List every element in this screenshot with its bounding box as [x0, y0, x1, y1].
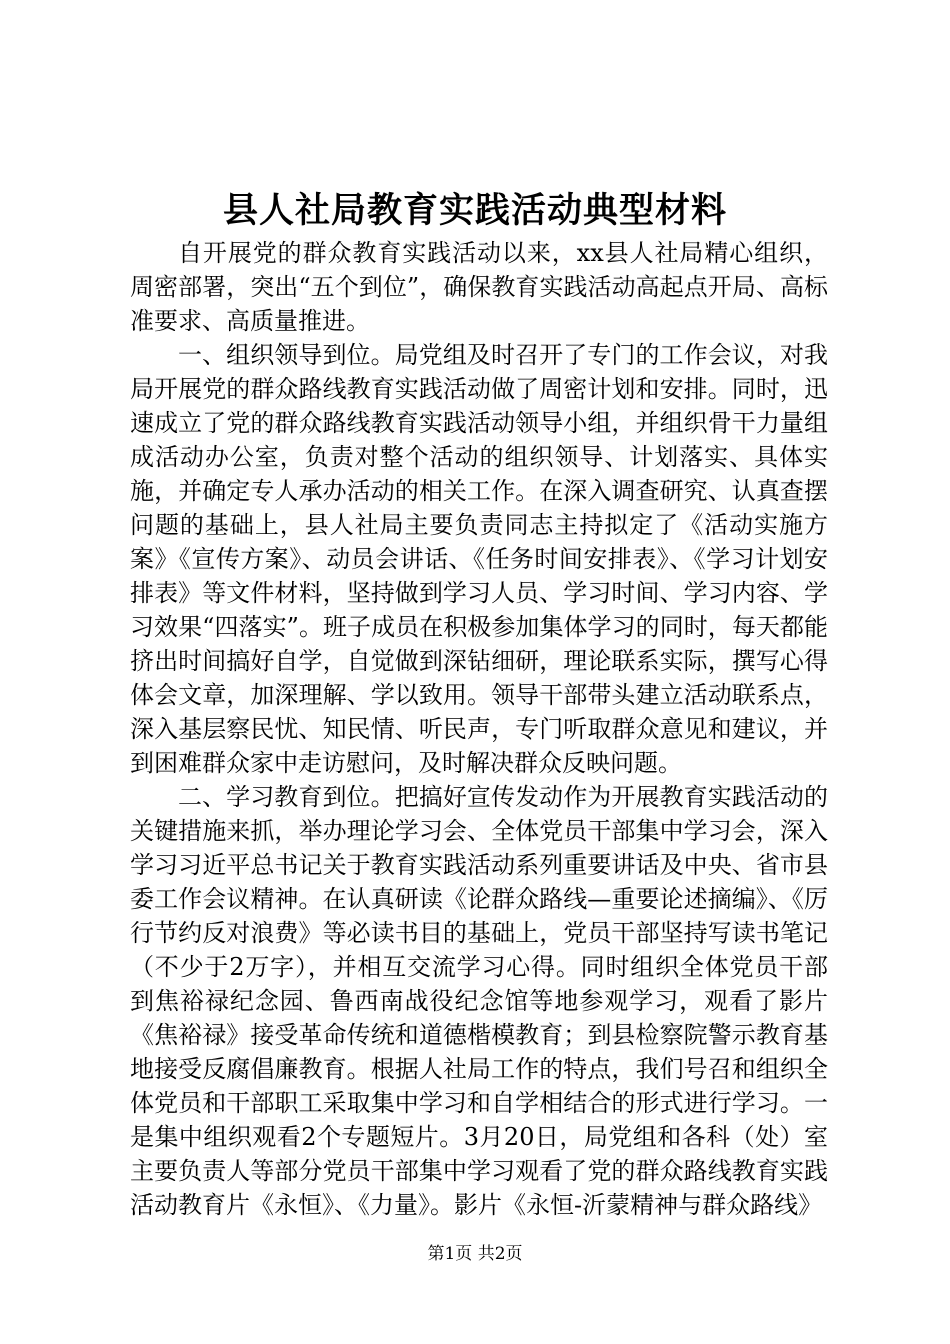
document-body [130, 236, 828, 1222]
section-one-paragraph: 一、组织领导到位。局党组及时召开了专门的工作会议，对我局开展党的群众路线教育实践活动做了周密计划和安排。同时，迅速成立了党的群众路线教育实践活动领导小组，并组织骨干力量组成活动办公室，负责对整个活动的组织领导、计划落实、具体实施，并确定专人承办活动的相关工作。在深入调查研究、认真查摆问题的基础上，县人社局主要负责同志主持拟定了《活动实施方案》《宣传方案》、动员会讲话、《任务时间安排表》、《学习计划安排表》等文件材料，坚持做到学习人员、学习时间、学习内容、学习效果“四落实”。班子成员在积极参加集体学习的同时，每天都能挤出时间搞好自学，自觉做到深钻细研，理论联系实际，撰写心得体会文章，加深理解、学以致用。领导干部带头建立活动联系点，深入基层察民忧、知民情、听民声，专门听取群众意见和建议，并到困难群众家中走访慰问，及时解决群众反映问题。 [130, 341, 828, 777]
document-title: 县人社局教育实践活动典型材料 [222, 190, 727, 231]
page-footer: 第1页 共2页 [427, 1244, 523, 1264]
intro-paragraph: 自开展党的群众教育实践活动以来，xx县人社局精心组织，周密部署，突出“五个到位”，确保教育实践活动高起点开局、高标准要求、高质量推进。 [130, 239, 828, 335]
section-two-paragraph: 二、学习教育到位。把搞好宣传发动作为开展教育实践活动的关键措施来抓，举办理论学习会、全体党员干部集中学习会，深入学习习近平总书记关于教育实践活动系列重要讲话及中央、省市县委工作会议精神。在认真研读《论群众路线—重要论述摘编》、《厉行节约反对浪费》等必读书目的基础上，党员干部坚持写读书笔记（不少于2万字），并相互交流学习心得。同时组织全体党员干部到焦裕禄纪念园、鲁西南战役纪念馆等地参观学习，观看了影片《焦裕禄》接受革命传统和道德楷模教育；到县检察院警示教育基地接受反腐倡廉教育。根据人社局工作的特点，我们号召和组织全体党员和干部职工采取集中学习和自学相结合的形式进行学习。一是集中组织观看2个专题短片。3月20日，局党组和各科（处）室主要负责人等部分党员干部集中学习观看了党的群众路线教育实践活动教育片《永恒》、《力量》。影片《永恒-沂蒙精神与群众路线》 [130, 783, 828, 1219]
